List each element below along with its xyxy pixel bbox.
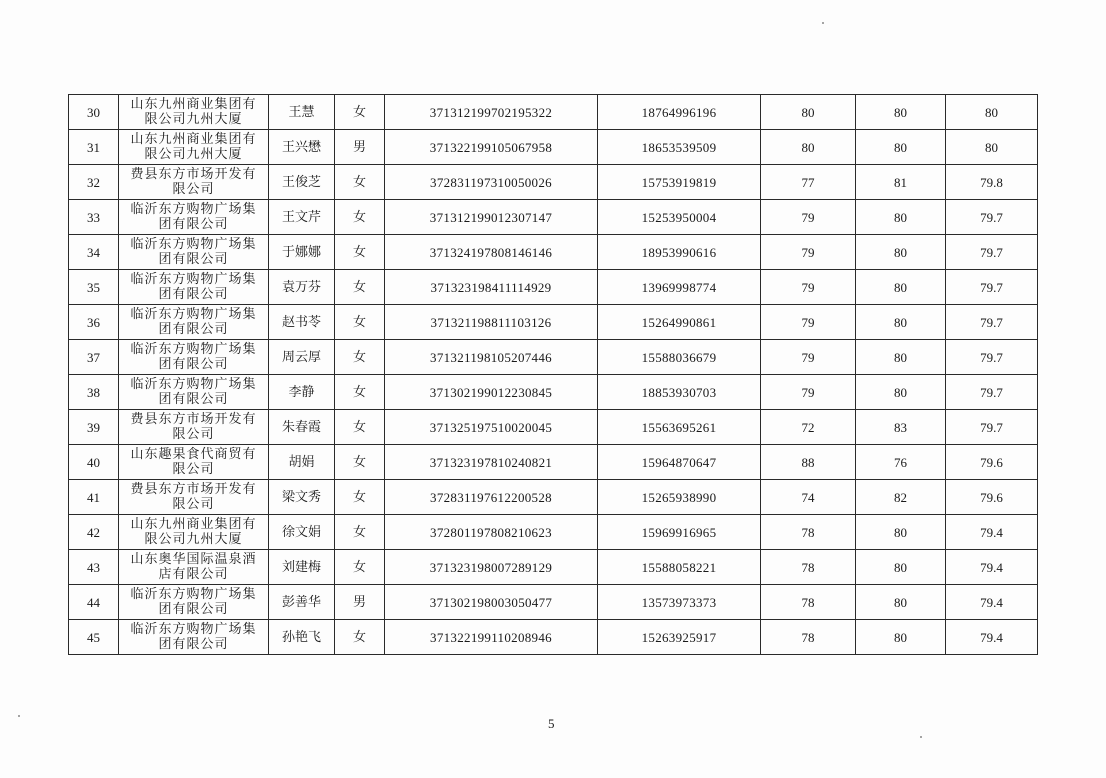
row-number: 34 (69, 235, 119, 270)
organization-line-2: 团有限公司 (158, 637, 229, 652)
phone-cell: 15264990861 (598, 305, 761, 340)
gender-cell: 女 (335, 95, 385, 130)
organization-line-1: 费县东方市场开发有 (130, 412, 257, 427)
name-cell: 王慧 (269, 95, 335, 130)
phone-cell: 18653539509 (598, 130, 761, 165)
phone-cell: 15753919819 (598, 165, 761, 200)
total-score-cell: 79.4 (946, 585, 1038, 620)
score-1-cell: 80 (761, 130, 856, 165)
organization-cell (119, 550, 269, 585)
phone-cell: 18953990616 (598, 235, 761, 270)
phone-cell: 15265938990 (598, 480, 761, 515)
score-1-cell: 72 (761, 410, 856, 445)
organization-cell (119, 305, 269, 340)
total-score-cell: 79.7 (946, 410, 1038, 445)
score-2-cell: 80 (856, 200, 946, 235)
organization-cell (119, 340, 269, 375)
score-2-cell: 80 (856, 585, 946, 620)
name-cell: 梁文秀 (269, 480, 335, 515)
phone-cell: 15588058221 (598, 550, 761, 585)
row-number: 38 (69, 375, 119, 410)
organization-line-1: 临沂东方购物广场集 (130, 237, 257, 252)
organization-cell (119, 515, 269, 550)
score-1-cell: 79 (761, 200, 856, 235)
gender-cell: 女 (335, 515, 385, 550)
organization-line-2: 限公司九州大厦 (144, 532, 243, 547)
total-score-cell: 79.7 (946, 340, 1038, 375)
gender-cell: 女 (335, 410, 385, 445)
score-1-cell: 79 (761, 340, 856, 375)
name-cell: 王俊芝 (269, 165, 335, 200)
score-1-cell: 79 (761, 270, 856, 305)
name-cell: 朱春霞 (269, 410, 335, 445)
organization-cell (119, 445, 269, 480)
id-number-cell: 371325197510020045 (385, 410, 598, 445)
name-cell: 李静 (269, 375, 335, 410)
score-1-cell: 77 (761, 165, 856, 200)
row-number: 32 (69, 165, 119, 200)
id-number-cell: 371312199702195322 (385, 95, 598, 130)
scan-speck (920, 736, 922, 738)
total-score-cell: 80 (946, 130, 1038, 165)
gender-cell: 女 (335, 375, 385, 410)
name-cell: 孙艳飞 (269, 620, 335, 655)
name-cell: 胡娟 (269, 445, 335, 480)
phone-cell: 15964870647 (598, 445, 761, 480)
id-number-cell: 372831197310050026 (385, 165, 598, 200)
score-1-cell: 79 (761, 235, 856, 270)
row-number: 35 (69, 270, 119, 305)
score-2-cell: 80 (856, 95, 946, 130)
score-2-cell: 80 (856, 130, 946, 165)
gender-cell: 女 (335, 340, 385, 375)
table-row (69, 445, 1038, 480)
roster-table (68, 94, 1038, 655)
organization-line-1: 山东趣果食代商贸有 (130, 447, 257, 462)
row-number: 45 (69, 620, 119, 655)
total-score-cell: 79.7 (946, 235, 1038, 270)
name-cell: 王文芹 (269, 200, 335, 235)
score-1-cell: 88 (761, 445, 856, 480)
gender-cell: 女 (335, 550, 385, 585)
organization-line-2: 团有限公司 (158, 392, 229, 407)
score-1-cell: 80 (761, 95, 856, 130)
table-row (69, 200, 1038, 235)
organization-line-2: 限公司九州大厦 (144, 112, 243, 127)
organization-line-2: 团有限公司 (158, 602, 229, 617)
gender-cell: 女 (335, 445, 385, 480)
id-number-cell: 371324197808146146 (385, 235, 598, 270)
organization-cell (119, 620, 269, 655)
gender-cell: 女 (335, 620, 385, 655)
organization-cell (119, 130, 269, 165)
organization-line-2: 团有限公司 (158, 217, 229, 232)
name-cell: 于娜娜 (269, 235, 335, 270)
score-2-cell: 80 (856, 375, 946, 410)
id-number-cell: 371323198007289129 (385, 550, 598, 585)
id-number-cell: 372831197612200528 (385, 480, 598, 515)
total-score-cell: 79.4 (946, 620, 1038, 655)
table-row (69, 95, 1038, 130)
total-score-cell: 79.7 (946, 305, 1038, 340)
row-number: 37 (69, 340, 119, 375)
table-row (69, 585, 1038, 620)
organization-line-2: 限公司 (172, 427, 215, 442)
phone-cell: 15253950004 (598, 200, 761, 235)
name-cell: 王兴懋 (269, 130, 335, 165)
organization-cell (119, 165, 269, 200)
name-cell: 赵书苓 (269, 305, 335, 340)
gender-cell: 女 (335, 305, 385, 340)
organization-line-2: 团有限公司 (158, 287, 229, 302)
score-2-cell: 80 (856, 305, 946, 340)
table-row (69, 480, 1038, 515)
phone-cell: 15588036679 (598, 340, 761, 375)
organization-line-2: 限公司 (172, 462, 215, 477)
total-score-cell: 80 (946, 95, 1038, 130)
organization-line-2: 团有限公司 (158, 322, 229, 337)
phone-cell: 13969998774 (598, 270, 761, 305)
table-row (69, 620, 1038, 655)
organization-cell (119, 410, 269, 445)
id-number-cell: 371322199110208946 (385, 620, 598, 655)
score-2-cell: 80 (856, 340, 946, 375)
score-1-cell: 78 (761, 620, 856, 655)
organization-line-1: 费县东方市场开发有 (130, 167, 257, 182)
organization-line-2: 团有限公司 (158, 252, 229, 267)
phone-cell: 15263925917 (598, 620, 761, 655)
id-number-cell: 371321198105207446 (385, 340, 598, 375)
organization-cell (119, 95, 269, 130)
organization-line-1: 临沂东方购物广场集 (130, 307, 257, 322)
table-row (69, 340, 1038, 375)
total-score-cell: 79.8 (946, 165, 1038, 200)
total-score-cell: 79.7 (946, 375, 1038, 410)
total-score-cell: 79.7 (946, 200, 1038, 235)
name-cell: 徐文娟 (269, 515, 335, 550)
gender-cell: 女 (335, 270, 385, 305)
score-1-cell: 78 (761, 515, 856, 550)
organization-cell (119, 270, 269, 305)
name-cell: 周云厚 (269, 340, 335, 375)
organization-line-1: 临沂东方购物广场集 (130, 622, 257, 637)
organization-line-1: 临沂东方购物广场集 (130, 377, 257, 392)
organization-cell (119, 585, 269, 620)
score-1-cell: 79 (761, 375, 856, 410)
organization-line-1: 临沂东方购物广场集 (130, 272, 257, 287)
total-score-cell: 79.4 (946, 550, 1038, 585)
row-number: 36 (69, 305, 119, 340)
organization-line-2: 限公司 (172, 182, 215, 197)
score-2-cell: 80 (856, 515, 946, 550)
id-number-cell: 371312199012307147 (385, 200, 598, 235)
organization-line-1: 山东九州商业集团有 (130, 132, 257, 147)
row-number: 39 (69, 410, 119, 445)
score-2-cell: 80 (856, 270, 946, 305)
table-row (69, 235, 1038, 270)
phone-cell: 15969916965 (598, 515, 761, 550)
id-number-cell: 371321198811103126 (385, 305, 598, 340)
row-number: 30 (69, 95, 119, 130)
id-number-cell: 371322199105067958 (385, 130, 598, 165)
scan-speck (18, 715, 20, 717)
table-row (69, 550, 1038, 585)
table-row (69, 305, 1038, 340)
id-number-cell: 371323197810240821 (385, 445, 598, 480)
id-number-cell: 371302199012230845 (385, 375, 598, 410)
score-2-cell: 80 (856, 550, 946, 585)
organization-line-2: 店有限公司 (158, 567, 229, 582)
total-score-cell: 79.6 (946, 480, 1038, 515)
name-cell: 袁万芬 (269, 270, 335, 305)
row-number: 31 (69, 130, 119, 165)
gender-cell: 女 (335, 200, 385, 235)
organization-line-1: 山东九州商业集团有 (130, 97, 257, 112)
organization-line-1: 临沂东方购物广场集 (130, 202, 257, 217)
organization-cell (119, 235, 269, 270)
row-number: 42 (69, 515, 119, 550)
gender-cell: 男 (335, 585, 385, 620)
table-row (69, 515, 1038, 550)
score-2-cell: 82 (856, 480, 946, 515)
phone-cell: 18853930703 (598, 375, 761, 410)
id-number-cell: 371302198003050477 (385, 585, 598, 620)
id-number-cell: 371323198411114929 (385, 270, 598, 305)
page-number: 5 (548, 716, 555, 731)
table-row (69, 410, 1038, 445)
score-2-cell: 80 (856, 235, 946, 270)
scan-speck (822, 22, 824, 24)
table-row (69, 270, 1038, 305)
organization-line-1: 临沂东方购物广场集 (130, 342, 257, 357)
phone-cell: 15563695261 (598, 410, 761, 445)
score-2-cell: 80 (856, 620, 946, 655)
row-number: 43 (69, 550, 119, 585)
organization-cell (119, 375, 269, 410)
score-1-cell: 78 (761, 550, 856, 585)
organization-line-2: 限公司九州大厦 (144, 147, 243, 162)
score-2-cell: 81 (856, 165, 946, 200)
score-2-cell: 83 (856, 410, 946, 445)
row-number: 33 (69, 200, 119, 235)
row-number: 41 (69, 480, 119, 515)
name-cell: 刘建梅 (269, 550, 335, 585)
organization-line-2: 限公司 (172, 497, 215, 512)
phone-cell: 18764996196 (598, 95, 761, 130)
table-row (69, 165, 1038, 200)
score-2-cell: 76 (856, 445, 946, 480)
gender-cell: 女 (335, 165, 385, 200)
organization-line-2: 团有限公司 (158, 357, 229, 372)
organization-line-1: 费县东方市场开发有 (130, 482, 257, 497)
gender-cell: 男 (335, 130, 385, 165)
organization-line-1: 山东九州商业集团有 (130, 517, 257, 532)
score-1-cell: 74 (761, 480, 856, 515)
gender-cell: 女 (335, 235, 385, 270)
total-score-cell: 79.4 (946, 515, 1038, 550)
score-1-cell: 78 (761, 585, 856, 620)
total-score-cell: 79.6 (946, 445, 1038, 480)
row-number: 44 (69, 585, 119, 620)
organization-line-1: 临沂东方购物广场集 (130, 587, 257, 602)
id-number-cell: 372801197808210623 (385, 515, 598, 550)
phone-cell: 13573973373 (598, 585, 761, 620)
gender-cell: 女 (335, 480, 385, 515)
table-row (69, 375, 1038, 410)
table-row (69, 130, 1038, 165)
score-1-cell: 79 (761, 305, 856, 340)
organization-line-1: 山东奥华国际温泉酒 (130, 552, 257, 567)
organization-cell (119, 200, 269, 235)
name-cell: 彭善华 (269, 585, 335, 620)
total-score-cell: 79.7 (946, 270, 1038, 305)
organization-cell (119, 480, 269, 515)
row-number: 40 (69, 445, 119, 480)
